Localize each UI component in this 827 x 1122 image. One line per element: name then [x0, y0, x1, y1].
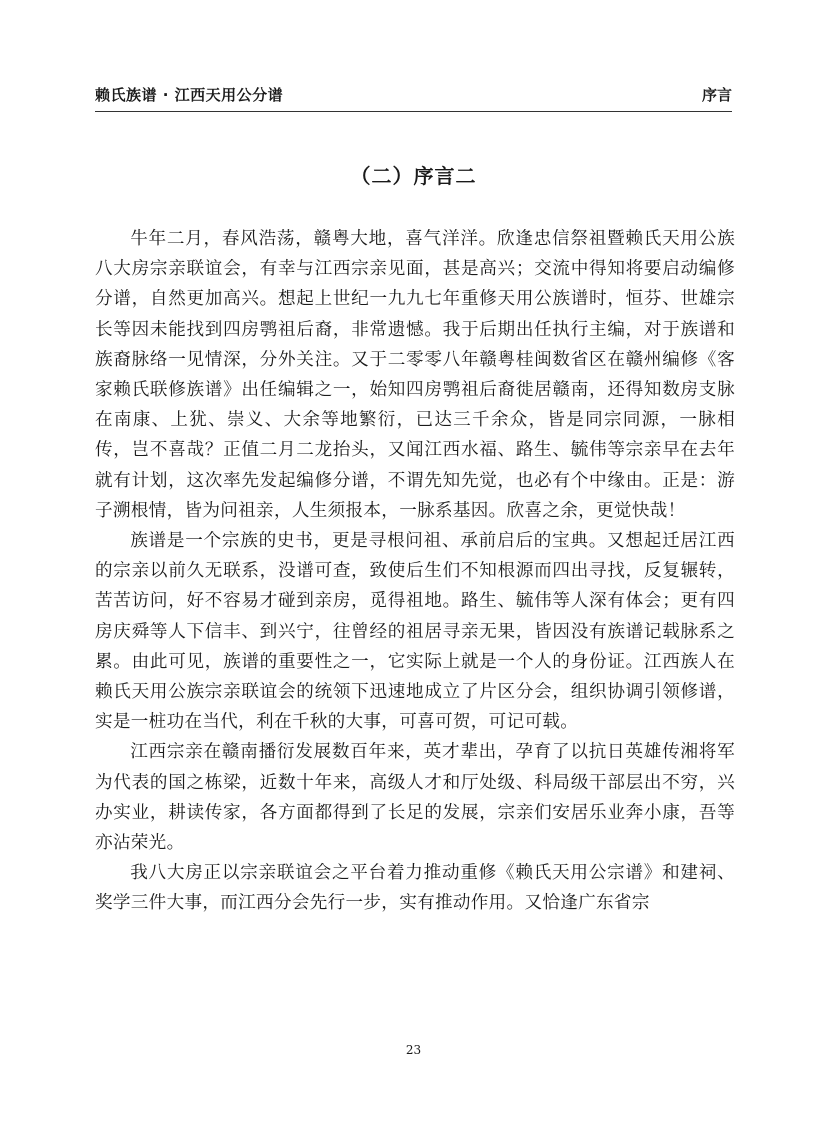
- book-title: 赖氏族谱 · 江西天用公分谱: [95, 86, 284, 104]
- paragraph-3: 江西宗亲在赣南播衍发展数百年来，英才辈出，孕育了以抗日英雄传湘将军为代表的国之栋梁，近数十年来，高级人才和厅处级、科局级干部层出不穷，兴办实业，耕读传家，各方面都得到了长足的发展，宗亲们安居乐业奔小康，吾等亦沾荣光。: [95, 742, 735, 854]
- body-text: [95, 224, 735, 919]
- page-number: 23: [405, 1043, 422, 1057]
- paragraph-4: 我八大房正以宗亲联谊会之平台着力推动重修《赖氏天用公宗谱》和建祠、奖学三件大事，而江西分会先行一步，实有推动作用。又恰逢广东省宗: [95, 863, 735, 914]
- paragraph-2: 族谱是一个宗族的史书，更是寻根问祖、承前启后的宝典。又想起迁居江西的宗亲以前久无联系，没谱可查，致使后生们不知根源而四出寻找，反复辗转，苦苦访问，好不容易才碰到亲房，觅得祖地。路生、毓伟等人深有体会；更有四房庆舜等人下信丰、到兴宁，往曾经的祖居寻亲无果，皆因没有族谱记载脉系之累。由此可见，族谱的重要性之一，它实际上就是一个人的身份证。江西族人在赖氏天用公族宗亲联谊会的统领下迅速地成立了片区分会，组织协调引领修谱，实是一桩功在当代，利在千秋的大事，可喜可贺，可记可载。: [95, 531, 735, 733]
- chapter-title: 序言: [701, 86, 732, 104]
- paragraph-1: 牛年二月，春风浩荡，赣粤大地，喜气洋洋。欣逢忠信祭祖暨赖氏天用公族八大房宗亲联谊会，有幸与江西宗亲见面，甚是高兴；交流中得知将要启动编修分谱，自然更加高兴。想起上世纪一九九七年重修天用公族谱时，恒芬、世雄宗长等因未能找到四房鹗祖后裔，非常遗憾。我于后期出任执行主编，对于族谱和族裔脉络一见情深，分外关注。又于二零零八年赣粤桂闽数省区在赣州编修《客家赖氏联修族谱》出任编辑之一，始知四房鹗祖后裔徙居赣南，还得知数房支脉在南康、上犹、崇义、大余等地繁衍，已达三千余众，皆是同宗同源，一脉相传，岂不喜哉？正值二月二龙抬头，又闻江西水福、路生、毓伟等宗亲早在去年就有计划，这次率先发起编修分谱，不谓先知先觉，也必有个中缘由。正是：游子溯根情，皆为问祖亲，人生须报本，一脉系基因。欣喜之余，更觉快哉！: [95, 229, 735, 521]
- running-header: [95, 84, 732, 112]
- header-divider: [95, 111, 732, 112]
- section-title: （二）序言二: [350, 164, 477, 188]
